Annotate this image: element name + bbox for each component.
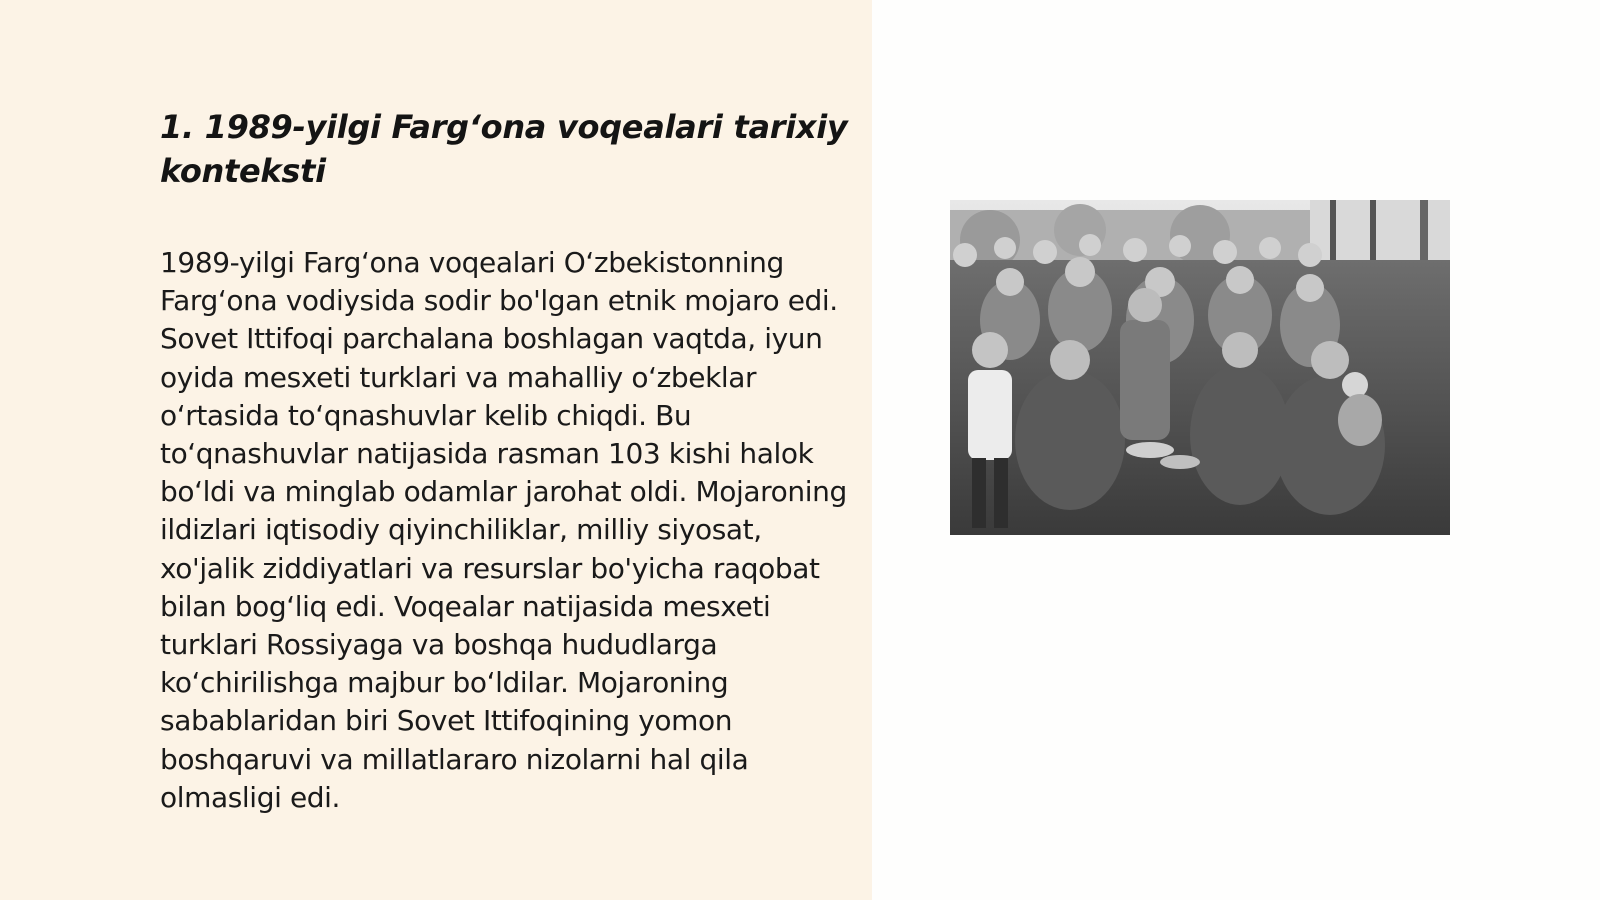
slide-title: 1. 1989-yilgi Farg‘ona voqealari tarixiy konteksti — [160, 108, 848, 190]
crowd-photo-illustration — [950, 200, 1450, 535]
slide-body-text: 1989-yilgi Farg‘ona voqealari O‘zbekistonning Farg‘ona vodiysida sodir bo'lgan etnik mojaro edi. Sovet Ittifoqi parchalana boshlagan vaqtda, iyun oyida mesxeti turklari va mahalliy o‘zbeklar o‘rtasida to‘qnashuvlar kelib chiqdi. Bu to‘qnashuvlar natijasida rasman 103 kishi halok bo‘ldi va minglab odamlar jarohat oldi. Mojaroning ildizlari iqtisodiy qiyinchiliklar, milliy siyosat, xo'jalik ziddiyatlari va resurslar bo'yicha raqobat bilan bog‘liq edi. Voqealar natijasida mesxeti turklari Rossiyaga va boshqa hududlarga ko‘chirilishga majbur bo‘ldilar. Mojaroning sabablaridan biri Sovet Ittifoqining yomon boshqaruvi va millatlararo nizolarni hal qila olmasligi edi. — [160, 246, 847, 814]
historical-photo — [950, 200, 1450, 535]
